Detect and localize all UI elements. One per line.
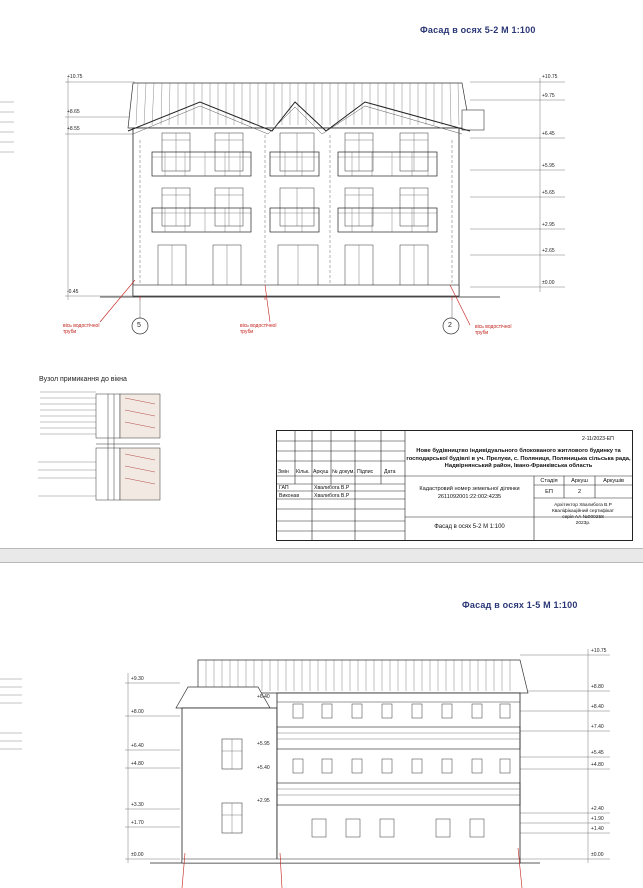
level-label: +8.65 xyxy=(67,109,80,115)
level-label: +6.40 xyxy=(131,743,144,749)
level-label: +2.65 xyxy=(542,248,555,254)
level-label: +8.00 xyxy=(131,709,144,715)
stage-value: ЕП xyxy=(545,489,553,495)
level-label: +6.45 xyxy=(542,131,555,137)
level-label: +1.40 xyxy=(591,826,604,832)
title-block xyxy=(276,430,633,541)
sheet-name: Фасад в осях 5-2 М 1:100 xyxy=(434,524,505,530)
drawing-sheet-facade-1-5 xyxy=(0,562,643,888)
level-label: +7.40 xyxy=(591,724,604,730)
level-label: +8.40 xyxy=(591,704,604,710)
document-code: 2-11/2023-ЕП xyxy=(582,436,614,442)
detail-title: Вузол примикання до вікна xyxy=(39,376,127,383)
axis-label: 2 xyxy=(448,322,452,329)
stage-label: Стадія xyxy=(540,478,558,484)
architect-name: Архітектор Хвалибога В.Р xyxy=(554,503,612,508)
level-label: +4.80 xyxy=(591,762,604,768)
sheets-label: Аркушів xyxy=(603,478,624,484)
level-label: +10.75 xyxy=(67,74,83,80)
header-qty: Кільк. xyxy=(296,469,310,475)
header-sign: Підпис xyxy=(357,469,374,475)
level-label: +10.75 xyxy=(542,74,558,80)
level-label: +5.65 xyxy=(542,190,555,196)
level-label: +10.75 xyxy=(591,648,607,654)
sheet-value: 2 xyxy=(577,489,582,495)
drain-pipe-note: вісь водостічної труби xyxy=(240,323,277,335)
level-label: +2.95 xyxy=(542,222,555,228)
certificate-series: серія АА №000258 xyxy=(562,515,604,520)
sheet-title: Фасад в осях 5-2 М 1:100 xyxy=(420,25,536,35)
header-doc: № докум. xyxy=(332,469,355,475)
facade-drawing xyxy=(0,563,643,888)
name-performed-by: Хвалибога В.Р xyxy=(314,493,350,499)
year: 2023р. xyxy=(575,521,591,526)
level-label: +6.40 xyxy=(257,694,270,700)
level-label: +9.30 xyxy=(131,676,144,682)
level-label: +1.90 xyxy=(591,816,604,822)
name-chief-architect: Хвалибога В.Р xyxy=(314,485,350,491)
header-date: Дата xyxy=(384,469,396,475)
level-label: +5.40 xyxy=(257,765,270,771)
role-performed-by: Виконав xyxy=(279,493,300,499)
level-label: +5.95 xyxy=(257,741,270,747)
drain-pipe-note: вісь водостічної труби xyxy=(63,323,100,335)
level-label: +5.45 xyxy=(591,750,604,756)
level-label: +9.75 xyxy=(542,93,555,99)
level-label: +2.40 xyxy=(591,806,604,812)
level-label: +5.95 xyxy=(542,163,555,169)
level-label: ±0.00 xyxy=(542,280,555,286)
level-label: +8.80 xyxy=(591,684,604,690)
role-chief-architect: ГАП xyxy=(279,485,289,491)
level-label: -0.45 xyxy=(67,289,79,295)
sheet-title: Фасад в осях 1-5 М 1:100 xyxy=(462,600,578,610)
level-label: +8.55 xyxy=(67,126,80,132)
level-label: +3.30 xyxy=(131,802,144,808)
level-label: ±0.00 xyxy=(131,852,144,858)
level-label: +1.70 xyxy=(131,820,144,826)
level-label: +4.80 xyxy=(131,761,144,767)
project-title: Нове будівництво індивідуального блокованого житлового будинку та господарської будівлі в уч. Прелуки, с. Поляниця, Поляницька сільська рада, Надвірнянський район, Івано-Франківська область xyxy=(406,448,631,469)
level-label: +2.95 xyxy=(257,798,270,804)
certificate-label: Кваліфікаційний сертифікат xyxy=(551,509,615,514)
level-label: ±0.00 xyxy=(591,852,604,858)
sheet-label: Аркуш xyxy=(571,478,588,484)
axis-label: 5 xyxy=(137,322,141,329)
header-sheet: Аркуш xyxy=(313,469,329,475)
drain-pipe-note: вісь водостічної труби xyxy=(475,324,512,336)
cadastre-number: 2611092001:22:002:4235 xyxy=(437,494,502,500)
cadastre-label: Кадастровий номер земельної ділянки xyxy=(419,486,520,492)
header-change: Змін xyxy=(278,469,289,475)
